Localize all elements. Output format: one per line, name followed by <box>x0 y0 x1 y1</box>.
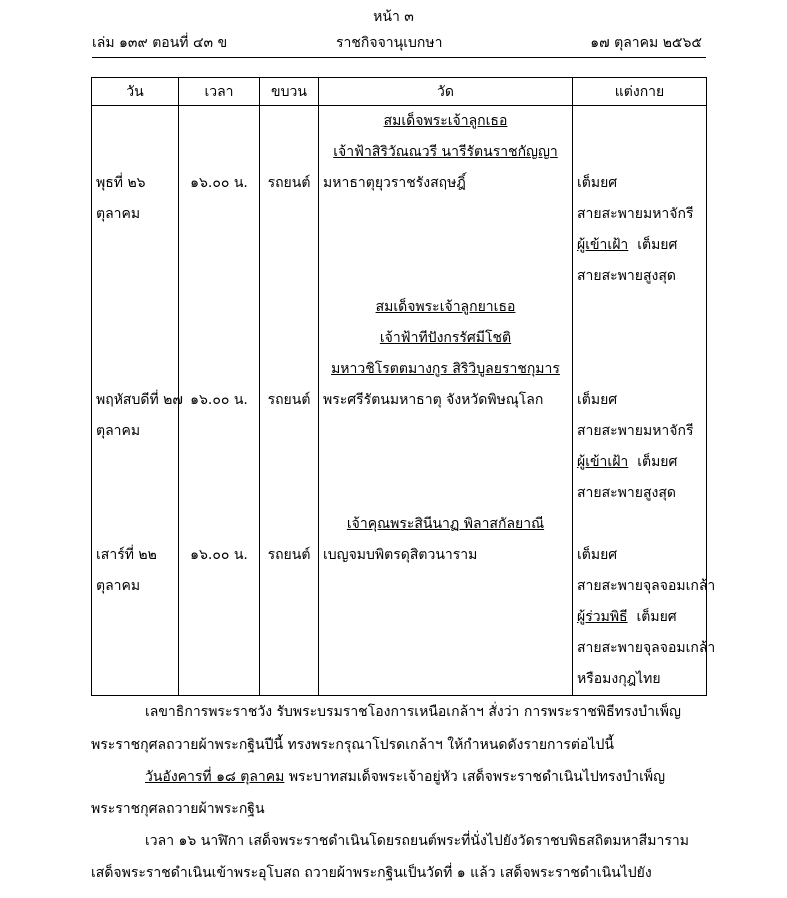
procession-cell <box>260 292 319 509</box>
gazette-header <box>92 32 706 52</box>
temple-name: พระศรีรัตนมหาธาตุ จังหวัดพิษณุโลก <box>323 392 544 408</box>
procession-label: รถยนต์ <box>267 547 311 563</box>
table-row <box>92 106 707 293</box>
attendee-sash: สายสะพายจุลจอมเกล้า <box>577 640 716 656</box>
attendee-sash: สายสะพายสูงสุด <box>577 485 676 501</box>
header-divider <box>92 57 706 58</box>
publication-date: ๑๗ ตุลาคม ๒๕๖๕ <box>590 35 702 51</box>
royal-name: เจ้าฟ้าทีปังกรรัศมีโชติ <box>379 330 512 346</box>
col-header-procession: ขบวน <box>260 78 319 106</box>
attendee-label: ผู้ร่วมพิธี <box>577 609 628 625</box>
royal-name-cont: มหาวชิโรตตมางกูร สิริวิบูลยราชกุมาร <box>331 361 560 377</box>
attendee-dress: เต็มยศ <box>637 454 678 470</box>
dress-sash: สายสะพายจุลจอมเกล้า <box>577 578 716 594</box>
col-header-day: วัน <box>92 78 179 106</box>
procession-label: รถยนต์ <box>267 392 311 408</box>
volume-issue: เล่ม ๑๓๙ ตอนที่ ๔๓ ข <box>92 35 228 51</box>
day-cell <box>92 292 183 509</box>
gazette-name: ราชกิจจานุเบกษา <box>336 35 443 51</box>
table-row <box>92 292 707 509</box>
dress-sash: สายสะพายมหาจักรี <box>577 423 694 439</box>
time-cell <box>179 292 260 509</box>
dress-cell <box>573 292 707 509</box>
event-description: พระบาทสมเด็จพระเจ้าอยู่หัว เสด็จพระราชดำเนินไปทรงบำเพ็ญ <box>284 769 666 785</box>
attendee-sash: สายสะพายสูงสุด <box>577 268 676 284</box>
dress-code: เต็มยศ <box>577 392 618 408</box>
paragraph-1-line-2: พระราชกุศลถวายผ้าพระกฐินปีนี้ ทรงพระกรุณาโปรดเกล้าฯ ให้กำหนดดังรายการต่อไปนี้ <box>91 737 614 753</box>
month-label: ตุลาคม <box>96 423 141 439</box>
temple-cell <box>319 292 573 509</box>
paragraph-2-line-1 <box>145 766 665 788</box>
day-cell <box>92 106 179 293</box>
attendee-dress: เต็มยศ <box>637 237 678 253</box>
day-label: พฤหัสบดีที่ ๒๗ <box>96 392 183 408</box>
time-label: ๑๖.๐๐ น. <box>190 392 248 408</box>
dress-cell <box>573 509 716 696</box>
dress-cell <box>573 106 707 293</box>
royal-title: สมเด็จพระเจ้าลูกยาเธอ <box>375 299 516 315</box>
col-header-temple: วัด <box>319 78 573 106</box>
attendee-label: ผู้เข้าเฝ้า <box>577 237 629 253</box>
temple-name: เบญจมบพิตรดุสิตวนาราม <box>323 547 478 563</box>
dress-code: เต็มยศ <box>577 175 618 191</box>
time-cell <box>179 509 260 696</box>
dress-sash: สายสะพายมหาจักรี <box>577 206 694 222</box>
royal-name: เจ้าคุณพระสินีนาฏ พิลาสกัลยาณี <box>346 516 545 532</box>
temple-name: มหาธาตุยุวราชรังสฤษฎิ์ <box>323 175 466 191</box>
day-label: พุธที่ ๒๖ <box>96 175 146 191</box>
procession-cell <box>260 509 319 696</box>
day-label: เสาร์ที่ ๒๒ <box>96 547 157 563</box>
paragraph-3-line-2: เสด็จพระราชดำเนินเข้าพระอุโบสถ ถวายผ้าพระกฐินเป็นวัดที่ ๑ แล้ว เสด็จพระราชดำเนินไปยัง <box>91 865 652 881</box>
table-header-row <box>92 78 707 106</box>
table-row <box>92 509 707 696</box>
time-label: ๑๖.๐๐ น. <box>190 547 248 563</box>
time-label: ๑๖.๐๐ น. <box>190 175 248 191</box>
col-header-time: เวลา <box>179 78 260 106</box>
attendee-alt-sash: หรือมงกุฎไทย <box>577 671 661 687</box>
month-label: ตุลาคม <box>96 206 141 222</box>
procession-label: รถยนต์ <box>267 175 311 191</box>
royal-name: เจ้าฟ้าสิริวัณณวรี นารีรัตนราชกัญญา <box>333 144 558 160</box>
procession-cell <box>260 106 319 293</box>
paragraph-3-line-1: เวลา ๑๖ นาฬิกา เสด็จพระราชดำเนินโดยรถยนต์พระที่นั่งไปยังวัดราชบพิธสถิตมหาสีมาราม <box>145 833 689 849</box>
dress-code: เต็มยศ <box>577 547 618 563</box>
royal-title: สมเด็จพระเจ้าลูกเธอ <box>383 113 508 129</box>
attendee-dress: เต็มยศ <box>636 609 677 625</box>
temple-cell <box>319 106 573 293</box>
paragraph-1-line-1: เลขาธิการพระราชวัง รับพระบรมราชโองการเหนือเกล้าฯ สั่งว่า การพระราชพิธีทรงบำเพ็ญ <box>145 704 681 720</box>
attendee-label: ผู้เข้าเฝ้า <box>577 454 629 470</box>
day-cell <box>92 509 179 696</box>
event-date: วันอังคารที่ ๑๘ ตุลาคม <box>145 769 285 785</box>
month-label: ตุลาคม <box>96 578 141 594</box>
col-header-dress: แต่งกาย <box>573 78 707 106</box>
page-number: หน้า ๓ <box>373 9 414 25</box>
kathin-schedule-table <box>91 77 716 696</box>
temple-cell <box>319 509 573 696</box>
time-cell <box>179 106 260 293</box>
paragraph-2-line-2: พระราชกุศลถวายผ้าพระกฐิน <box>91 801 265 817</box>
